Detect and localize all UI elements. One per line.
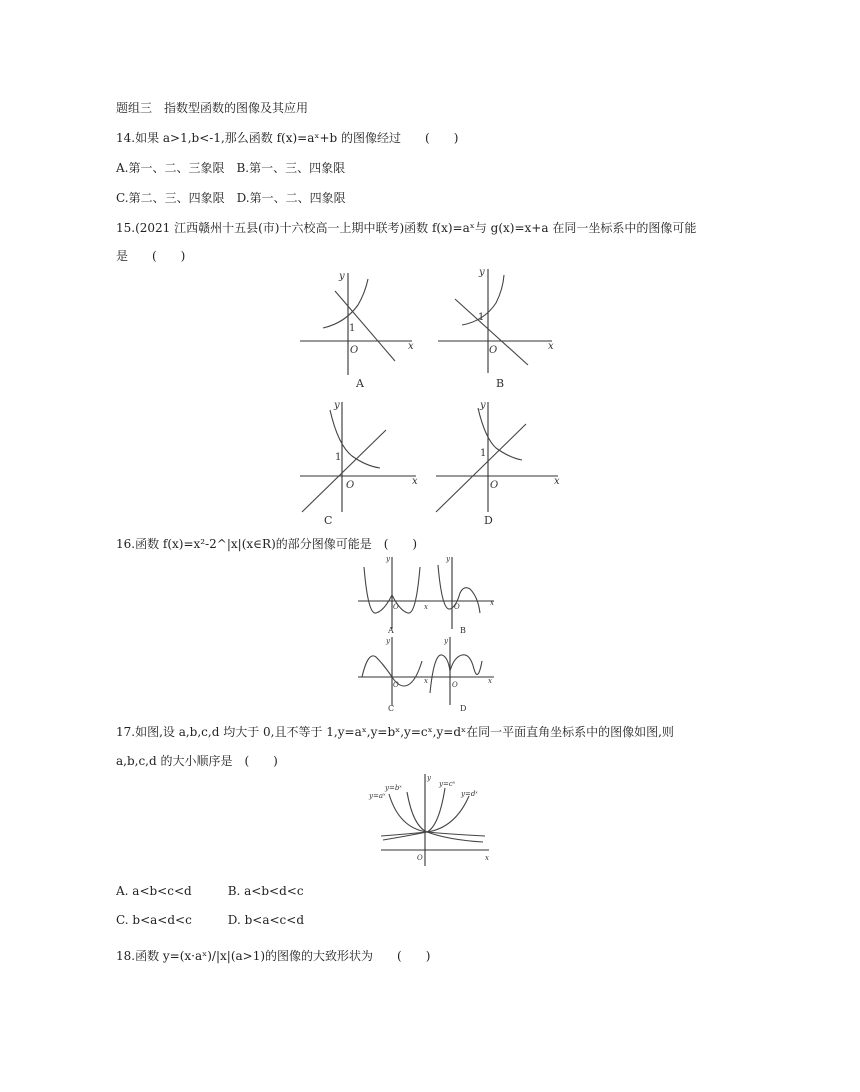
svg-text:O: O	[393, 681, 399, 689]
svg-text:y: y	[446, 555, 450, 563]
question-17-figure	[365, 770, 495, 868]
curve-c	[383, 788, 445, 840]
svg-text:O: O	[417, 854, 423, 862]
origin-label: O	[489, 345, 498, 356]
x-axis-label: x	[412, 476, 418, 487]
origin-label: O	[490, 480, 499, 491]
caption-15-d: D	[484, 514, 493, 527]
svg-text:O: O	[452, 681, 458, 689]
svg-text:y: y	[427, 774, 431, 782]
origin-label: O	[350, 345, 359, 356]
svg-text:O: O	[454, 603, 460, 611]
caption-15-c: C	[324, 514, 333, 527]
caption-15-b: B	[496, 377, 505, 390]
label-y-c-x: y=cˣ	[439, 780, 456, 788]
intercept-one-label: 1	[335, 452, 342, 463]
caption-16-c: C	[388, 704, 395, 713]
label-y-b-x: y=bˣ	[385, 784, 402, 792]
svg-text:x: x	[424, 603, 428, 611]
intercept-one-label: 1	[480, 448, 487, 459]
question-17-options-row2: C. b<a<d<c D. b<a<c<d	[116, 913, 305, 927]
question-18-stem: 18.函数 y=(x·aˣ)/|x|(a>1)的图像的大致形状为 ( )	[116, 949, 431, 963]
graph-16-a	[358, 555, 428, 635]
question-17-options-row1: A. a<b<c<d B. a<b<d<c	[116, 884, 304, 898]
label-y-d-x: y=dˣ	[461, 790, 478, 798]
intercept-one-label: 1	[478, 312, 485, 323]
svg-text:y: y	[386, 555, 390, 563]
intercept-one-label: 1	[349, 323, 356, 334]
linear-line	[436, 424, 526, 512]
question-14-stem: 14.如果 a>1,b<-1,那么函数 f(x)=aˣ+b 的图像经过 ( )	[116, 131, 459, 145]
question-17-stem-line2: a,b,c,d 的大小顺序是 ( )	[116, 754, 278, 768]
x-axis-label: x	[554, 476, 560, 487]
svg-text:O: O	[393, 603, 399, 611]
svg-text:x: x	[485, 854, 489, 862]
y-axis-label: y	[479, 267, 485, 278]
question-15-stem-line1: 15.(2021 江西赣州十五县(市)十六校高一上期中联考)函数 f(x)=aˣ与 g(x)=x+a 在同一坐标系中的图像可能	[116, 221, 697, 235]
y-axis-label: y	[339, 271, 345, 282]
question-15-figure	[290, 265, 590, 530]
curve-b	[407, 792, 483, 842]
graph-15-b	[438, 267, 554, 390]
linear-line	[302, 430, 386, 512]
caption-16-d: D	[460, 704, 467, 713]
graph-16-c	[358, 637, 428, 713]
y-axis-label: y	[480, 400, 486, 411]
svg-text:y: y	[444, 637, 448, 645]
question-14-options-row2: C.第二、三、四象限 D.第一、二、四象限	[116, 191, 346, 205]
label-y-a-x: y=aˣ	[369, 792, 386, 800]
question-16-stem: 16.函数 f(x)=x²-2^|x|(x∈R)的部分图像可能是 ( )	[116, 537, 418, 551]
linear-line	[335, 291, 395, 361]
graph-15-c	[300, 400, 418, 527]
graph-15-d	[436, 400, 560, 527]
section-title: 题组三 指数型函数的图像及其应用	[116, 101, 309, 115]
question-17-stem-line1: 17.如图,设 a,b,c,d 均大于 0,且不等于 1,y=aˣ,y=bˣ,y=cˣ,y=dˣ在同一平面直角坐标系中的图像如图,则	[116, 725, 674, 739]
question-16-figure	[356, 553, 506, 713]
x-axis-label: x	[548, 341, 554, 352]
y-axis-label: y	[334, 400, 340, 411]
caption-15-a: A	[356, 377, 364, 390]
x-axis-label: x	[408, 341, 414, 352]
graph-16-d	[428, 637, 494, 713]
caption-16-a: A	[388, 626, 394, 635]
svg-text:x: x	[488, 677, 492, 685]
svg-text:x: x	[424, 677, 428, 685]
svg-text:x: x	[490, 599, 494, 607]
question-15-stem-line2: 是 ( )	[116, 249, 186, 263]
question-14-options-row1: A.第一、二、三象限 B.第一、三、四象限	[116, 161, 346, 175]
graph-15-a	[300, 271, 414, 390]
svg-text:y: y	[386, 637, 390, 645]
graph-16-b	[428, 555, 494, 635]
origin-label: O	[346, 480, 355, 491]
caption-16-b: B	[460, 626, 466, 635]
